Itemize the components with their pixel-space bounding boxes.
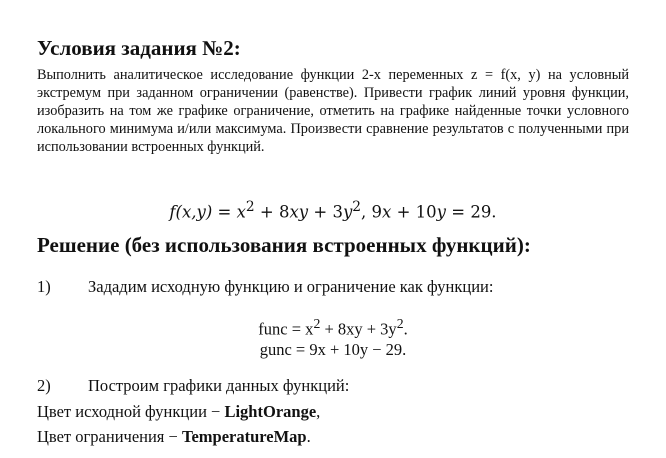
step-number: 1)	[37, 277, 51, 296]
function-color-value: LightOrange	[224, 402, 317, 421]
constraint-color-value: TemperatureMap	[181, 427, 307, 446]
solution-heading: Решение (без использования встроенных функций):	[37, 233, 531, 257]
gunc-definition: gunc = 9x + 10y − 29.	[259, 340, 407, 359]
step-number: 2)	[37, 376, 51, 395]
function-color-line: Цвет исходной функции − LightOrange,	[37, 402, 321, 421]
constraint-color-line: Цвет ограничения − TemperatureMap.	[37, 427, 311, 446]
func-definition: func = $x^2 + 8xy + 3y^2$.	[258, 316, 408, 339]
task-conditions-heading: Условия задания №2:	[37, 36, 241, 60]
task-description: Выполнить аналитическое исследование функции 2-х переменных z = f(x, y) на условный экстремум при заданном ограничении (равенстве). Привести график линий уровня функции, изобразить на том же графике ограничение, отметить на графике найденные точки условного локального минимума и/или максимума. Произвести сравнение результатов с полученными при использовании встроенных функций.	[37, 67, 629, 155]
step-text: Зададим исходную функцию и ограничение как функции:	[88, 277, 494, 296]
constraint-equation: , 9	[361, 202, 383, 222]
function-lhs: f(x,y)	[169, 202, 213, 222]
step-2	[37, 376, 349, 396]
main-equation: $f(x,y) = x^2 + 8xy + 3y^2$, 9x + 10y = 29.	[169, 199, 497, 222]
step-1	[37, 277, 493, 297]
step-text: Построим графики данных функций:	[88, 376, 350, 395]
